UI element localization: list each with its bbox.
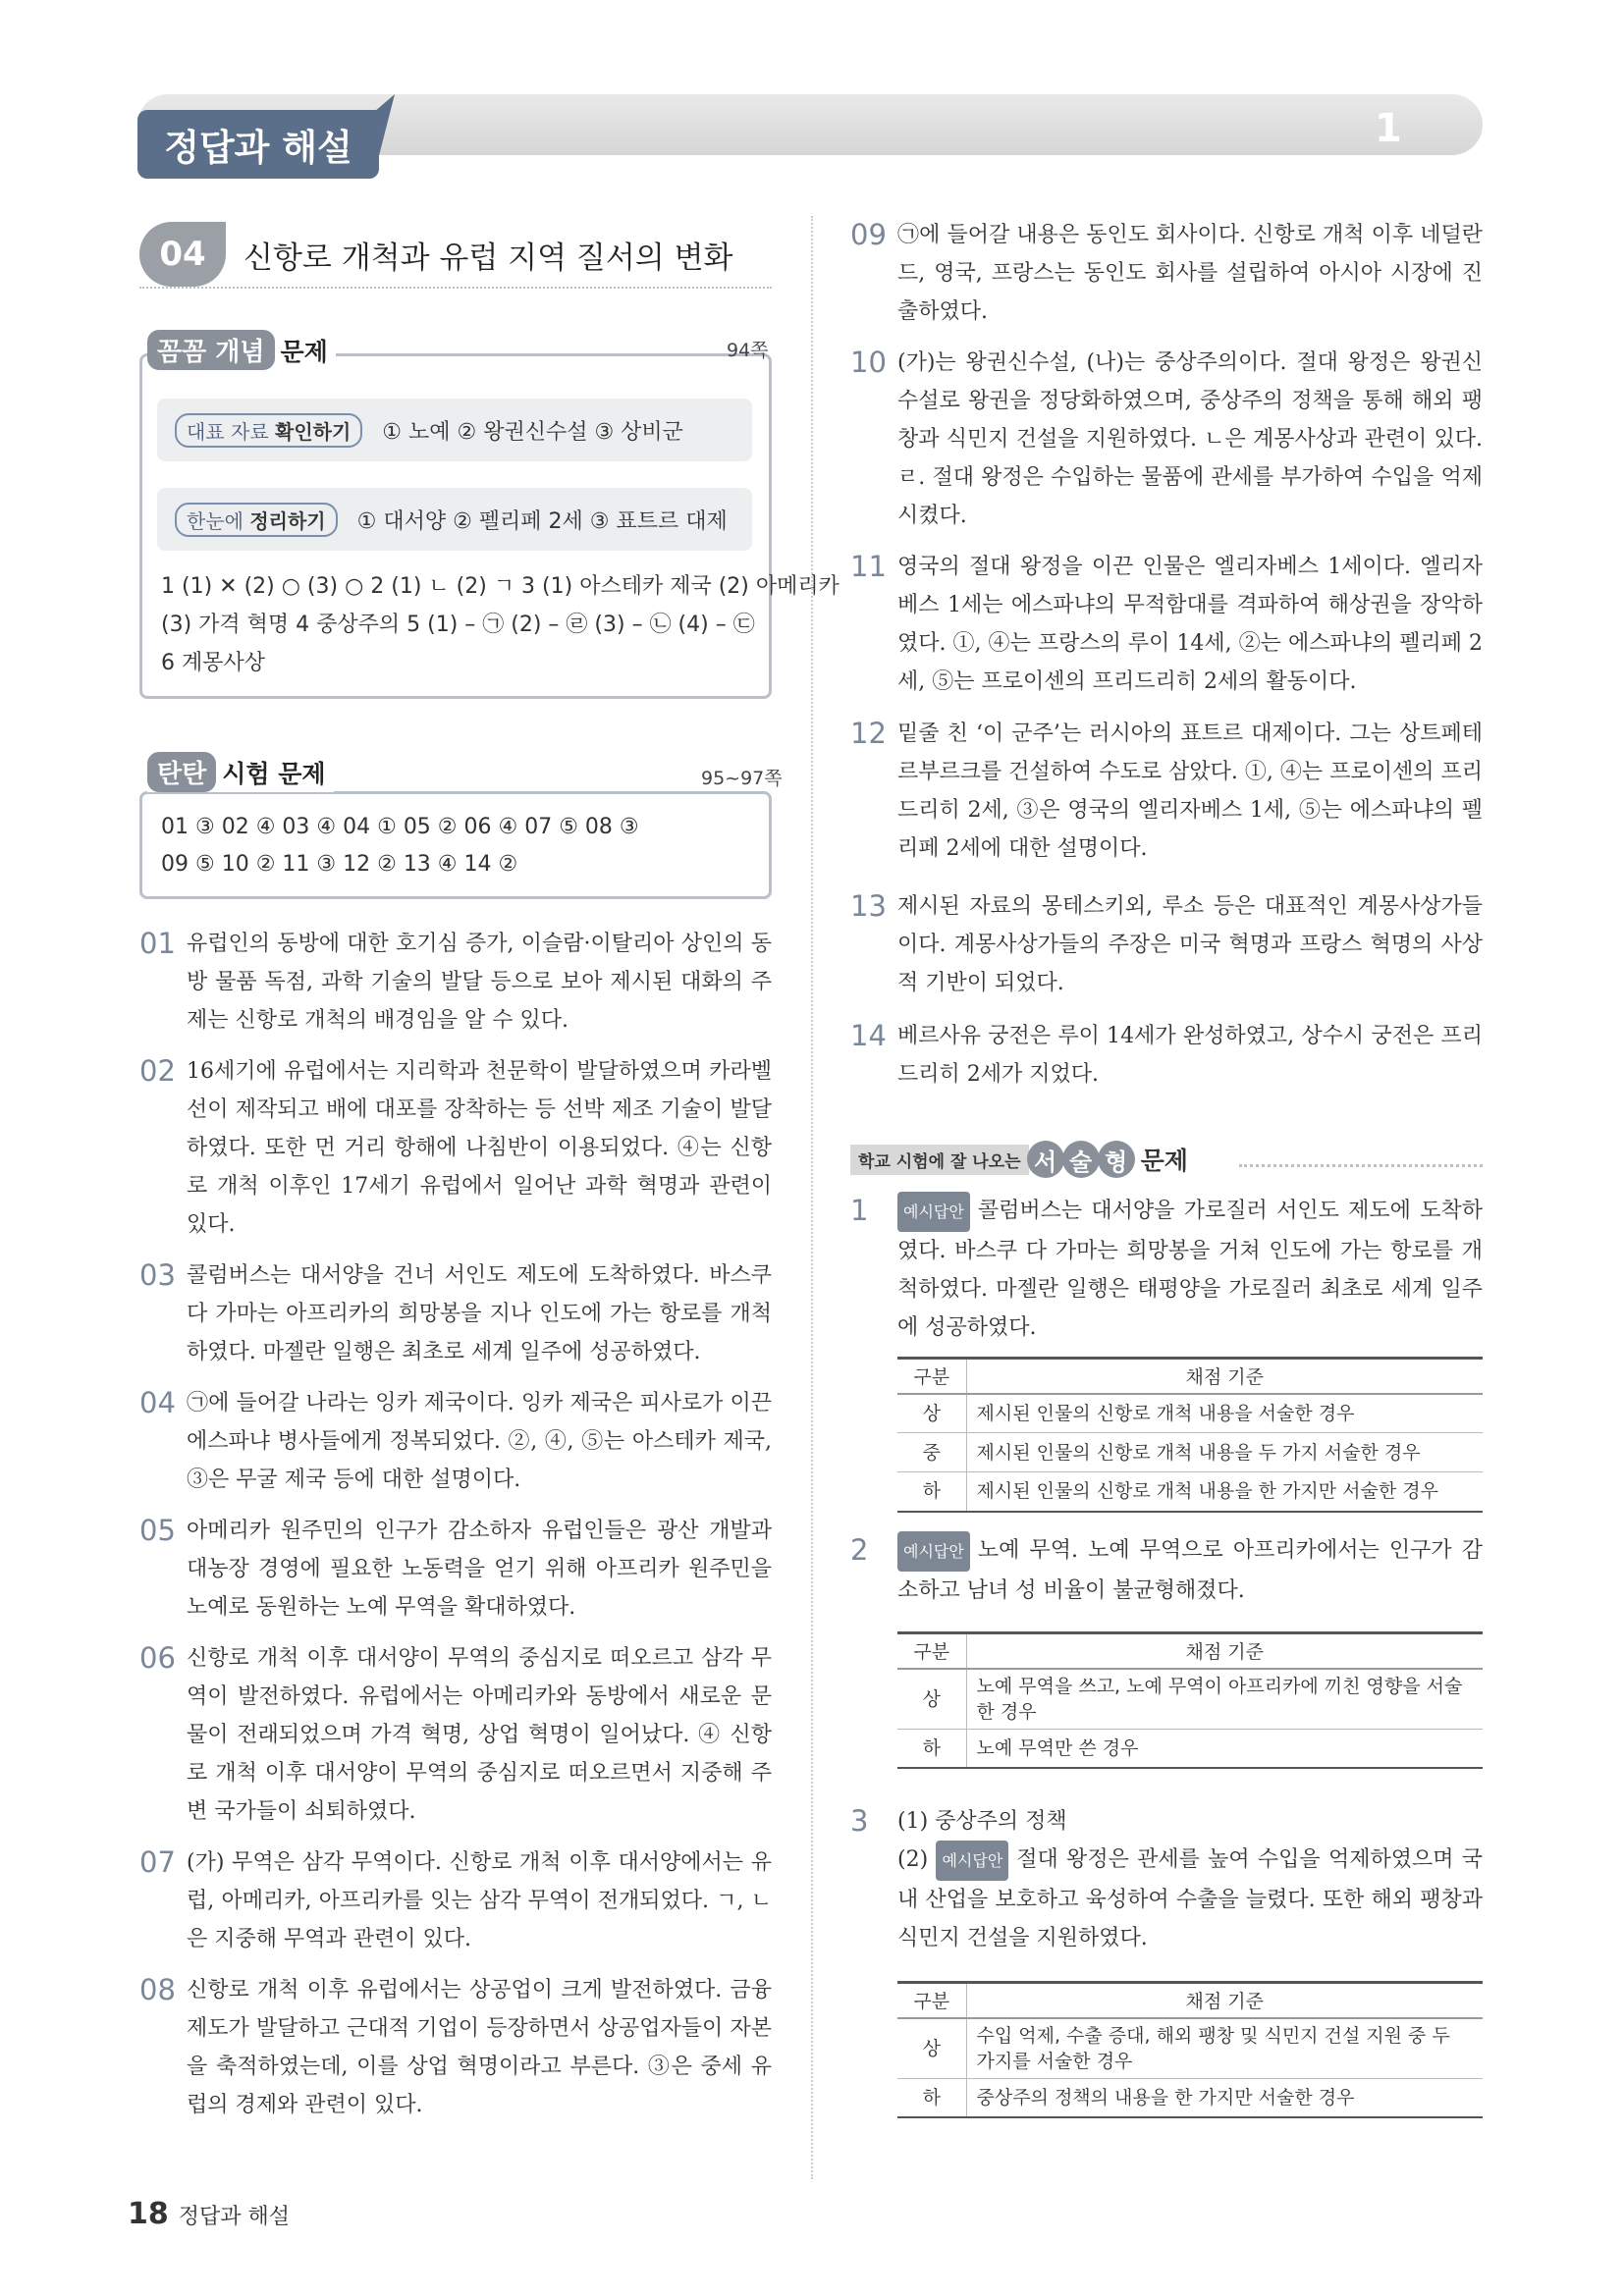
example-answer-tag: 예시답안 [897, 1531, 970, 1572]
explanation-14: 14 베르사유 궁전은 루이 14세가 완성하였고, 상수시 궁전은 프리드리히 2세가 지었다. [850, 1019, 1483, 1087]
exam-page-ref: 95~97쪽 [701, 768, 783, 789]
chapter-heading [139, 222, 732, 287]
explanation-01: 01 유럽인의 동방에 대한 호기심 증가, 이슬람·이탈리아 상인의 동방 물품 독점, 과학 기술의 발달 등으로 보아 제시된 대화의 주제는 신항로 개척의 배경임을 알 수 있다. [139, 927, 772, 1033]
concept-answers-2: (3) 가격 혁명 4 중상주의 5 (1) – ㉠ (2) – ㉣ (3) – ㉡ (4) – ㉢ [161, 613, 755, 637]
explanation-08: 08 신항로 개척 이후 유럽에서는 상공업이 크게 발전하였다. 금융 제도가 발달하고 근대적 기업이 등장하면서 상공업자들이 자본을 축적하였는데, 이를 상업 혁명이라고 부른다. ③은 중세 유럽의 경제와 관련이 있다. [139, 1973, 772, 2117]
concept-answers-1: 1 (1) ✕ (2) ○ (3) ○ 2 (1) ㄴ (2) ㄱ 3 (1) 아스테카 제국 (2) 아메리카 [161, 574, 839, 599]
essay-heading-dots [1239, 1164, 1483, 1167]
essay-q1: 1 예시답안 콜럼버스는 대서양을 가로질러 서인도 제도에 도착하였다. 바스쿠 다 가마는 희망봉을 거쳐 인도에 가는 항로를 개척하였다. 마젤란 일행은 태평양을 가로질러 최초로 세계 일주에 성공하였다. [850, 1194, 1483, 1340]
chapter-number: 04 [139, 222, 226, 287]
rubric-q1: 구분 채점 기준 상 제시된 인물의 신항로 개척 내용을 서술한 경우 중 제시된 인물의 신항로 개척 내용을 두 가지 서술한 경우 하 제시된 인물의 신항로 개척 내용을 한 가지만 서술한 경우 [897, 1357, 1483, 1513]
essay-q3: 3 (1) 중상주의 정책 (2) 예시답안 절대 왕정은 관세를 높여 수입을 억제하였으며 국내 산업을 보호하고 육성하여 수출을 늘렸다. 또한 해외 팽창과 식민지 건설을 지원하였다. [850, 1804, 1483, 1950]
row2-items: ① 대서양 ② 펠리페 2세 ③ 표트르 대제 [356, 508, 728, 534]
example-answer-tag: 예시답안 [936, 1841, 1008, 1881]
essay-q2: 2 예시답안 노예 무역. 노예 무역으로 아프리카에서는 인구가 감소하고 남녀 성 비율이 불균형해졌다. [850, 1533, 1483, 1603]
page-footer [128, 2197, 290, 2231]
concept-badge: 꼼꼼 개념 문제 [147, 330, 336, 370]
example-answer-tag: 예시답안 [897, 1192, 970, 1232]
explanation-04: 04 ㉠에 들어갈 나라는 잉카 제국이다. 잉카 제국은 피사로가 이끈 에스파냐 병사들에게 정복되었다. ②, ④, ⑤는 아스테카 제국, ③은 무굴 제국 등에 대한 설명이다. [139, 1386, 772, 1492]
column-divider [811, 216, 813, 2179]
concept-answers-3: 6 계몽사상 [161, 651, 265, 675]
exam-box [139, 791, 772, 899]
concept-row-2 [157, 488, 752, 551]
exam-answers-2: 09 ⑤ 10 ② 11 ③ 12 ② 13 ④ 14 ② [161, 852, 518, 877]
explanation-05: 05 아메리카 원주민의 인구가 감소하자 유럽인들은 광산 개발과 대농장 경영에 필요한 노동력을 얻기 위해 아프리카 원주민을 노예로 동원하는 노예 무역을 확대하였다. [139, 1514, 772, 1620]
rubric-q2: 구분 채점 기준 상 노예 무역을 쓰고, 노예 무역이 아프리카에 끼친 영향을 서술한 경우 하 노예 무역만 쓴 경우 [897, 1631, 1483, 1769]
explanation-11: 11 영국의 절대 왕정을 이끈 인물은 엘리자베스 1세이다. 엘리자베스 1세는 에스파냐의 무적함대를 격파하여 해상권을 장악하였다. ①, ④는 프랑스의 루이 14세, ②는 에스파냐의 펠리페 2세, ⑤는 프로이센의 프리드리히 2세의 활동이다. [850, 550, 1483, 694]
chapter-title: 신항로 개척과 유럽 지역 질서의 변화 [244, 240, 733, 276]
exam-answers-1: 01 ③ 02 ④ 03 ④ 04 ① 05 ② 06 ④ 07 ⑤ 08 ③ [161, 815, 639, 839]
exam-badge: 탄탄 시험 문제 [147, 752, 334, 792]
essay-heading: 학교 시험에 잘 나오는 서 술 형 문제 [850, 1141, 1188, 1178]
concept-row-1 [157, 399, 752, 461]
table-row: 상 제시된 인물의 신항로 개척 내용을 서술한 경우 [897, 1394, 1483, 1433]
row1-items: ① 노예 ② 왕권신수설 ③ 상비군 [382, 419, 683, 445]
footer-label: 정답과 해설 [178, 2205, 291, 2229]
explanation-10: 10 (가)는 왕권신수설, (나)는 중상주의이다. 절대 왕정은 왕권신수설로 왕권을 정당화하였으며, 중상주의 정책을 통해 해외 팽창과 식민지 건설을 지원하였다. ㄴ은 계몽사상과 관련이 있다. ㄹ. 절대 왕정은 수입하는 물품에 관세를 부가하여 수입을 억제시켰다. [850, 346, 1483, 528]
rubric-q3: 구분 채점 기준 상 수입 억제, 수출 증대, 해외 팽창 및 식민지 건설 지원 중 두 가지를 서술한 경우 하 중상주의 정책의 내용을 한 가지만 서술한 경우 [897, 1981, 1483, 2118]
page-number: 18 [128, 2197, 169, 2231]
explanation-07: 07 (가) 무역은 삼각 무역이다. 신항로 개척 이후 대서양에서는 유럽, 아메리카, 아프리카를 잇는 삼각 무역이 전개되었다. ㄱ, ㄴ은 지중해 무역과 관련이 있다. [139, 1845, 772, 1951]
explanation-09: 09 ㉠에 들어갈 내용은 동인도 회사이다. 신항로 개척 이후 네덜란드, 영국, 프랑스는 동인도 회사를 설립하여 아시아 시장에 진출하였다. [850, 218, 1483, 324]
table-row: 하 중상주의 정책의 내용을 한 가지만 서술한 경우 [897, 2078, 1483, 2117]
table-row: 하 제시된 인물의 신항로 개척 내용을 한 가지만 서술한 경우 [897, 1472, 1483, 1512]
tag-representative: 대표 자료 확인하기 [175, 413, 362, 448]
chapter-underline [139, 287, 772, 289]
concept-page-ref: 94쪽 [727, 340, 769, 361]
explanation-06: 06 신항로 개척 이후 대서양이 무역의 중심지로 떠오르고 삼각 무역이 발전하였다. 유럽에서는 아메리카와 동방에서 새로운 문물이 전래되었으며 가격 혁명, 상업 혁명이 일어났다. ④ 신항로 개척 이후 대서양이 무역의 중심지로 떠오르면서 지중해 주변 국가들이 쇠퇴하였다. [139, 1641, 772, 1824]
explanation-02: 02 16세기에 유럽에서는 지리학과 천문학이 발달하였으며 카라벨선이 제작되고 배에 대포를 장착하는 등 선박 제조 기술이 발달하였다. 또한 먼 거리 항해에 나침반이 이용되었다. ④는 신항로 개척 이후인 17세기 유럽에서 일어난 과학 혁명과 관련이 있다. [139, 1054, 772, 1237]
explanation-13: 13 제시된 자료의 몽테스키외, 루소 등은 대표적인 계몽사상가들이다. 계몽사상가들의 주장은 미국 혁명과 프랑스 혁명의 사상적 기반이 되었다. [850, 889, 1483, 995]
explanation-12: 12 밑줄 친 ‘이 군주’는 러시아의 표트르 대제이다. 그는 상트페테르부르크를 건설하여 수도로 삼았다. ①, ④는 프로이센의 프리드리히 2세, ③은 영국의 엘리자베스 1세, ⑤는 에스파냐의 펠리페 2세에 대한 설명이다. [850, 717, 1483, 861]
table-row: 상 수입 억제, 수출 증대, 해외 팽창 및 식민지 건설 지원 중 두 가지를 서술한 경우 [897, 2018, 1483, 2079]
header-deco: 1 [1375, 106, 1402, 151]
tag-summary: 한눈에 정리하기 [175, 503, 338, 537]
table-row: 상 노예 무역을 쓰고, 노예 무역이 아프리카에 끼친 영향을 서술한 경우 [897, 1669, 1483, 1730]
table-row: 하 노예 무역만 쓴 경우 [897, 1729, 1483, 1768]
table-row: 중 제시된 인물의 신항로 개척 내용을 두 가지 서술한 경우 [897, 1433, 1483, 1472]
page-title: 정답과 해설 [137, 110, 379, 179]
explanation-03: 03 콜럼버스는 대서양을 건너 서인도 제도에 도착하였다. 바스쿠 다 가마는 아프리카의 희망봉을 지나 인도에 가는 항로를 개척하였다. 마젤란 일행은 최초로 세계 일주에 성공하였다. [139, 1258, 772, 1364]
